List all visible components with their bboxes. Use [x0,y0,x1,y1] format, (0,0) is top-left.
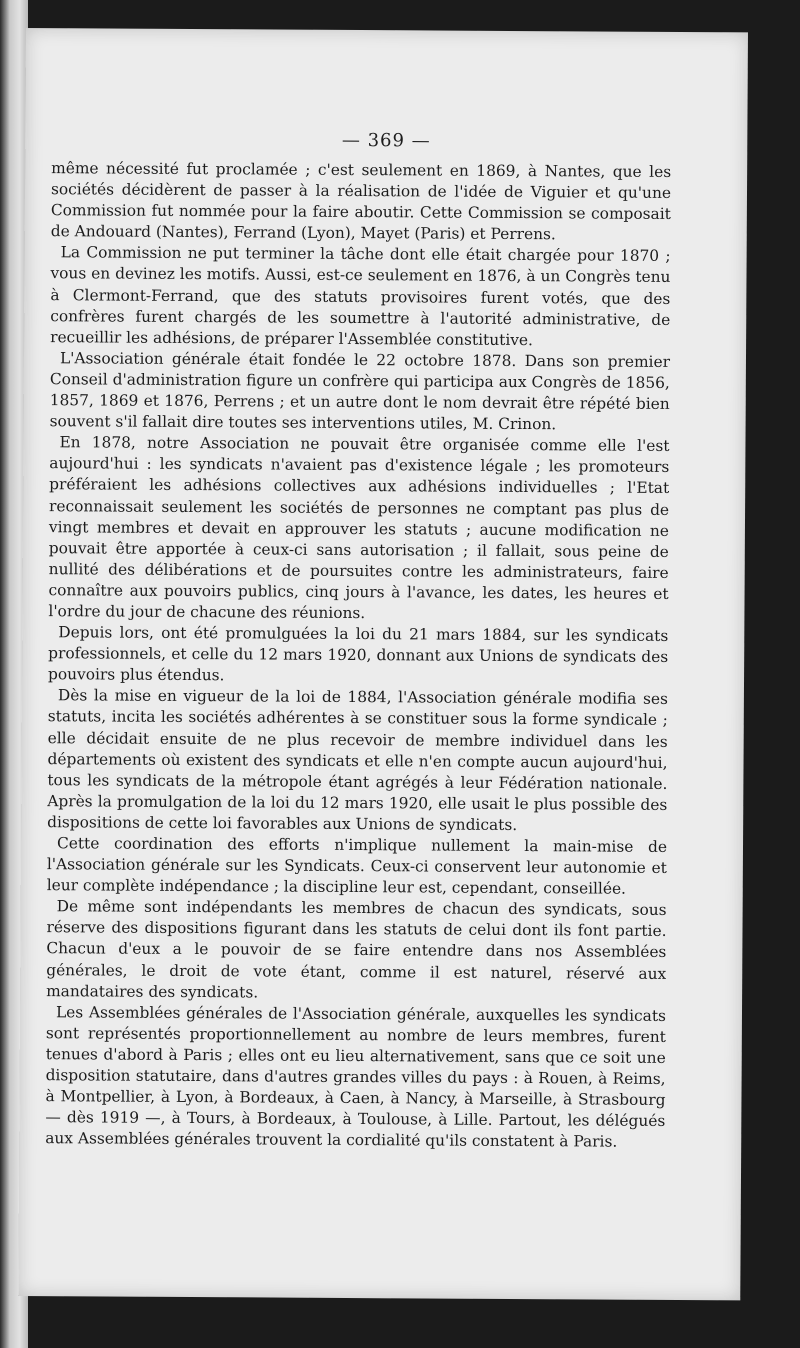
paragraph: L'Association générale était fondée le 22 octobre 1878. Dans son premier Conseil d'administration figure un confrère qui participa aux Congrès de 1856, 1857, 1869 et 1876, Perrens ; et un autre dont le nom devrait être répété bien souvent s'il fallait dire toutes ses interventions utiles, M. Crinon. [49,349,671,434]
paragraph: Depuis lors, ont été promulguées la loi du 21 mars 1884, sur les syndicats professionnels, et celle du 12 mars 1920, donnant aux Unions de syndicats des pouvoirs plus étendus. [47,623,669,685]
paragraph: En 1878, notre Association ne pouvait être organisée comme elle l'est aujourd'hui : les syndicats n'avaient pas d'existence légale ; les promoteurs préféraient les adhésions collectives aux adhésions individuelles ; l'Etat reconnaissait seulement les sociétés de personnes ne comptant pas plus de vingt membres et devait en approuver les statuts ; aucune modification ne pouvait être apportée à ceux-ci sans autorisation ; il fallait, sous peine de nullité des délibérations et de poursuites contre les administrateurs, faire connaître aux pouvoirs publics, cinq jours à l'avance, les dates, les heures et l'ordre du jour de chacune des réunions. [48,433,670,623]
book-page [18,28,748,1300]
paragraph: De même sont indépendants les membres de chacun des syndicats, sous réserve des dispositions figurant dans les statuts de celui dont ils font partie. Chacun d'eux a le pouvoir de se faire entendre dans nos Assemblées générales, le droit de vote étant, comme il est naturel, réservé aux mandataires des syndicats. [46,897,667,1002]
paragraph: même nécessité fut proclamée ; c'est seulement en 1869, à Nantes, que les sociétés décidèrent de passer à la réalisation de l'idée de Viguier et qu'une Commission fut nommée pour la faire aboutir. Cette Commission se composait de Andouard (Nantes), Ferrand (Lyon), Mayet (Paris) et Perrens. [50,159,672,244]
paragraph: Les Assemblées générales de l'Association générale, auxquelles les syndicats sont représentés proportionnellement au nombre de leurs membres, furent tenues d'abord à Paris ; elles ont eu lieu alternativement, sans que ce soit une disposition statutaire, dans d'autres grandes villes du pays : à Rouen, à Reims, à Montpellier, à Lyon, à Bordeaux, à Caen, à Nancy, à Marseille, à Strasbourg — dès 1919 —, à Tours, à Bordeaux, à Toulouse, à Lille. Partout, les délégués aux Assemblées générales trouvent la cordialité qu'ils constatent à Paris. [45,1002,667,1151]
body-text [45,158,671,1153]
paragraph: Cette coordination des efforts n'implique nullement la main-mise de l'Association générale sur les Syndicats. Ceux-ci conservent leur autonomie et leur complète indépendance ; la discipline leur est, cependant, conseillée. [46,834,668,898]
paragraph: Dès la mise en vigueur de la loi de 1884, l'Association générale modifia ses statuts, incita les sociétés adhérentes à se constituer sous la forme syndicale ; elle décidait ensuite de ne plus recevoir de membre individuel dans les départements où existent des syndicats et elle n'en compte aucun aujourd'hui, tous les syndicats de la métropole étant agrégés à leur Fédération nationale. Après la promulgation de la loi du 12 mars 1920, elle usait le plus possible des dispositions de cette loi favorables aux Unions de syndicats. [47,686,668,834]
page-number: — 369 — [341,129,431,152]
paragraph: La Commission ne put terminer la tâche dont elle était chargée pour 1870 ; vous en devinez les motifs. Aussi, est-ce seulement en 1876, à un Congrès tenu à Clermont-Ferrand, que des statuts provisoires furent votés, que des confrères furent chargés de les soumettre à l'autorité administrative, de recueillir les adhésions, de préparer l'Assemblée constitutive. [50,243,671,349]
